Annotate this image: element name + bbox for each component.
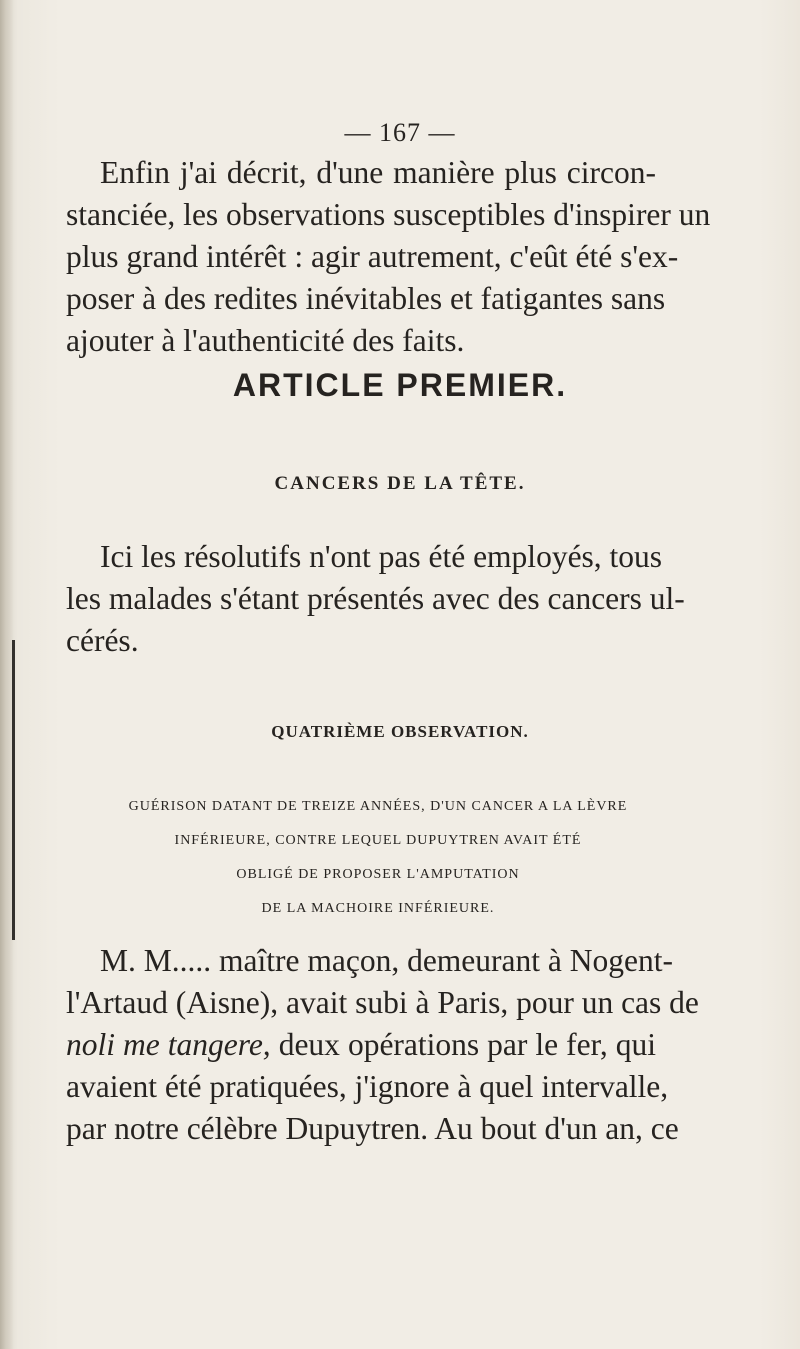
intro-line-1: Enfin j'ai décrit, d'une manière plus circon-	[100, 155, 656, 190]
observation-description	[58, 790, 698, 926]
article-line-1: Ici les résolutifs n'ont pas été employés, tous	[100, 539, 663, 574]
binding-shadow-line	[12, 640, 15, 940]
article-paragraph	[66, 536, 685, 662]
case-line-3-rest: deux opérations par le fer, qui	[270, 1027, 656, 1062]
intro-paragraph	[66, 152, 711, 362]
observation-desc-line-3: OBLIGÉ DE PROPOSER L'AMPUTATION	[236, 867, 520, 882]
case-line-4: avaient été pratiquées, j'ignore à quel intervalle,	[66, 1069, 669, 1104]
observation-desc-line-2: INFÉRIEURE, CONTRE LEQUEL DUPUYTREN AVAIT ÉTÉ	[174, 833, 582, 848]
article-title: ARTICLE PREMIER.	[232, 367, 568, 403]
case-paragraph	[66, 940, 699, 1150]
intro-line-5: ajouter à l'authenticité des faits.	[66, 323, 465, 358]
article-subheading: CANCERS DE LA TÊTE.	[274, 473, 526, 494]
article-line-2: les malades s'étant présentés avec des cancers ul-	[66, 581, 685, 616]
case-latin-term: noli me tangere,	[66, 1027, 271, 1062]
case-line-2: l'Artaud (Aisne), avait subi à Paris, pour un cas de	[66, 985, 699, 1020]
case-line-3	[66, 1024, 656, 1066]
observation-title: QUATRIÈME OBSERVATION.	[271, 722, 529, 741]
page-number-header: — 167 —	[344, 118, 456, 147]
observation-desc-line-1: GUÉRISON DATANT DE TREIZE ANNÉES, D'UN CANCER A LA LÈVRE	[128, 799, 628, 814]
article-line-3: cérés.	[66, 623, 139, 658]
case-line-5: par notre célèbre Dupuytren. Au bout d'un an, ce	[66, 1111, 679, 1146]
intro-line-4: poser à des redites inévitables et fatigantes sans	[66, 281, 666, 316]
case-line-1: M. M..... maître maçon, demeurant à Nogent-	[100, 943, 673, 978]
observation-desc-line-4: DE LA MACHOIRE INFÉRIEURE.	[261, 901, 495, 916]
intro-line-2: stanciée, les observations susceptibles d'inspirer un	[66, 197, 711, 232]
intro-line-3: plus grand intérêt : agir autrement, c'eût été s'ex-	[66, 239, 679, 274]
